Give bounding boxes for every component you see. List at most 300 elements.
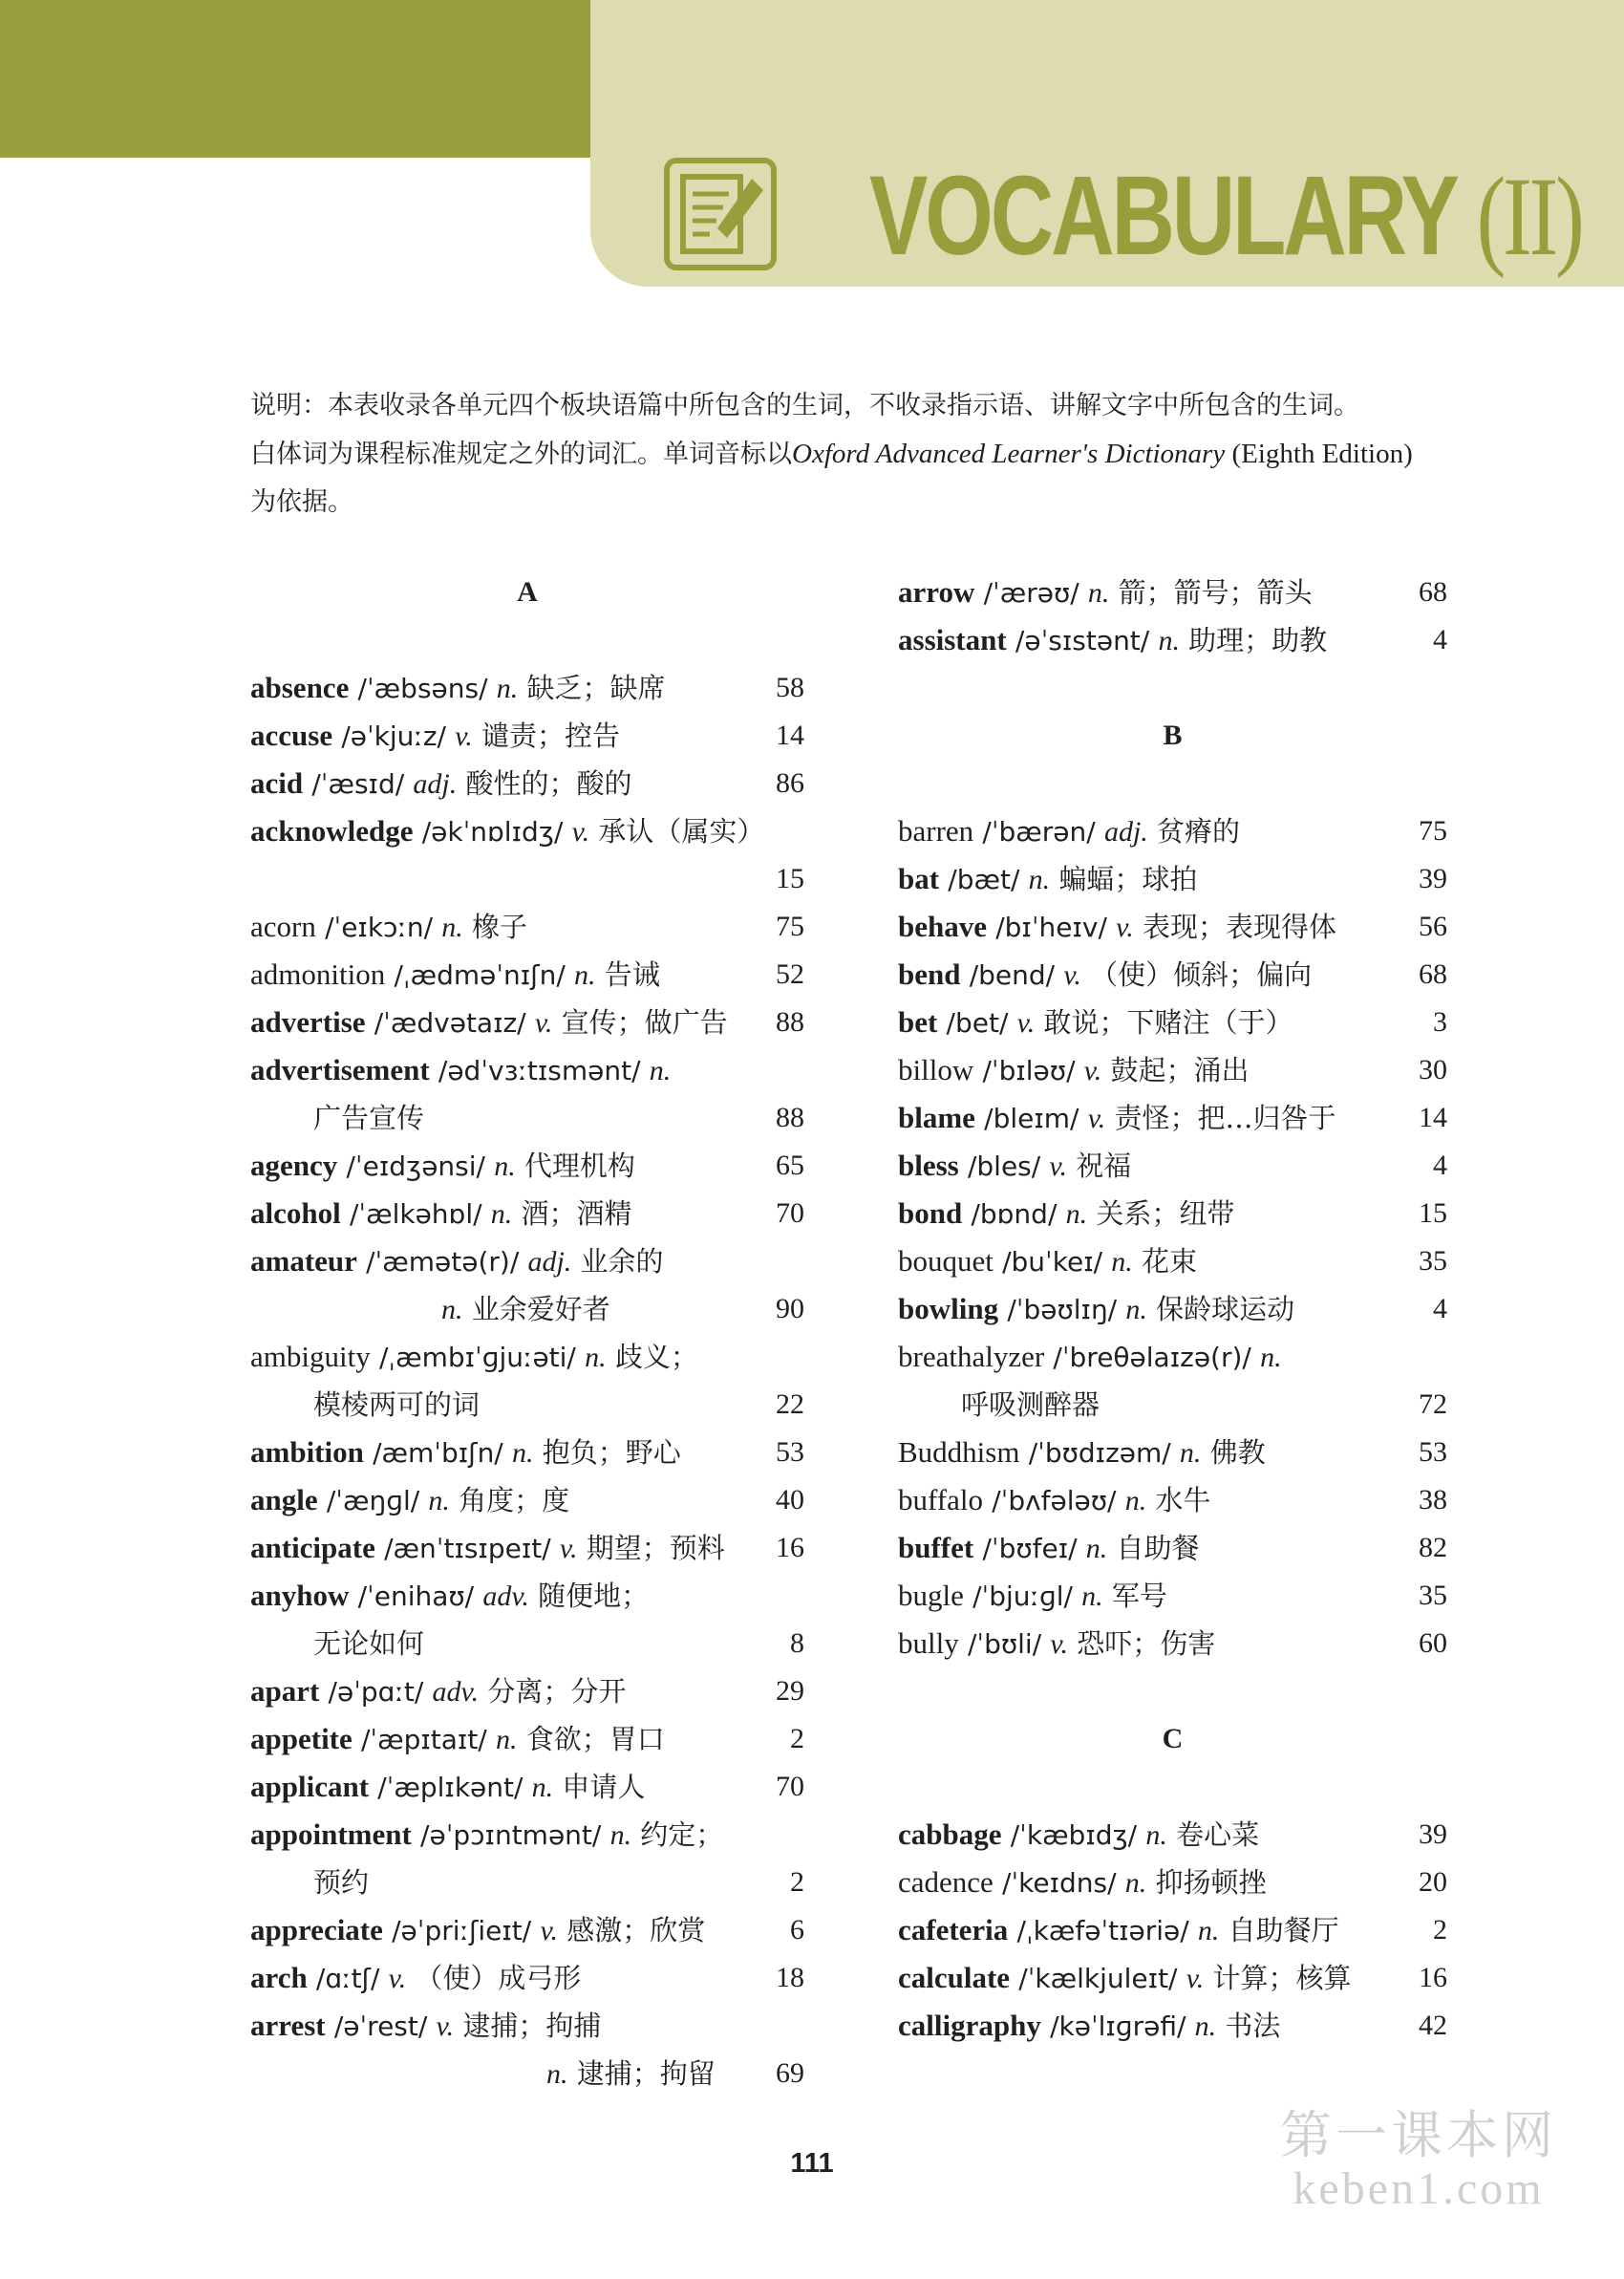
entry-meaning-2: 逮捕；拘留	[576, 2057, 716, 2090]
entry-word: acid	[250, 766, 304, 800]
entry-word: breathalyzer	[898, 1340, 1045, 1373]
entry-word: accuse	[250, 719, 333, 752]
entry-meaning-2: 预约	[313, 1866, 370, 1899]
entry-word: barren	[898, 814, 974, 848]
dictionary-edition: (Eighth Edition)	[1225, 439, 1413, 469]
entry-word: calculate	[898, 1961, 1011, 1994]
entry-barren	[898, 807, 1447, 855]
entry-ipa: /ˈæbsəns/	[357, 673, 488, 704]
entry-arrow	[898, 569, 1447, 616]
entry-meaning: 宣传；做广告	[561, 1006, 728, 1039]
entry-page: 20	[1419, 1866, 1447, 1898]
entry-pos: n.	[531, 1772, 554, 1803]
entry-meaning: 酒；酒精	[521, 1197, 632, 1230]
entry-breathalyzer	[898, 1333, 1447, 1381]
intro-line-2-prefix: 白体词为课程标准规定之外的词汇。单词音标以	[250, 440, 792, 469]
entry-meaning: 军号	[1111, 1580, 1167, 1612]
entry-ipa: /ˌkæfəˈtɪəriə/	[1016, 1915, 1189, 1946]
entry-meaning: 角度；度	[459, 1484, 570, 1516]
intro-note	[250, 382, 1473, 527]
intro-line-3: 为依据。	[250, 487, 353, 517]
entry-alcohol	[250, 1190, 804, 1237]
entry-pos: v.	[1049, 1150, 1068, 1182]
entry-angle	[250, 1476, 804, 1524]
entry-ipa: /ˈkæbɪdʒ/	[1010, 1819, 1138, 1851]
entry-pos: n.	[1111, 1246, 1133, 1278]
entry-page: 14	[776, 720, 804, 751]
entry-ipa: /əˈpɔɪntmənt/	[420, 1819, 602, 1851]
entry-ipa: /kəˈlɪɡrəfi/	[1050, 2010, 1186, 2042]
entry-word: apart	[250, 1674, 320, 1708]
entry-apart	[250, 1667, 804, 1715]
entry-page: 58	[776, 672, 804, 703]
entry-meaning: 自助餐	[1116, 1532, 1200, 1564]
entry-pos: v.	[540, 1915, 559, 1946]
entry-pos: n.	[609, 1819, 632, 1851]
entry-word: assistant	[898, 623, 1007, 656]
entry-meaning: 告诫	[604, 958, 660, 991]
entry-meaning: 书法	[1225, 2010, 1281, 2042]
entry-anticipate	[250, 1524, 804, 1572]
entry-page: 4	[1433, 1150, 1447, 1181]
entry-cadence	[898, 1859, 1447, 1906]
entry-advertise	[250, 999, 804, 1046]
entry-meaning: 谴责；控告	[481, 720, 621, 752]
entry-meaning: 自助餐厅	[1228, 1914, 1339, 1946]
entry-ambiguity	[250, 1333, 804, 1381]
entry-page: 68	[1419, 576, 1447, 608]
entry-bless	[898, 1142, 1447, 1190]
entry-ipa: /əˈsɪstənt/	[1015, 625, 1150, 656]
intro-line-1: 说明：本表收录各单元四个板块语篇中所包含的生词，不收录指示语、讲解文字中所包含的生词。	[250, 391, 1359, 420]
entry-ipa: /ˈbʊdɪzəm/	[1028, 1437, 1171, 1469]
entry-pos: n.	[649, 1055, 672, 1086]
entry-ipa: /ˈærəʊ/	[983, 577, 1079, 609]
entry-pos: v.	[571, 816, 590, 848]
page-number: 111	[790, 2148, 834, 2179]
entry-page: 4	[1433, 624, 1447, 656]
entry-pos: adj.	[1103, 816, 1148, 848]
entry-bowling	[898, 1285, 1447, 1333]
watermark-site-name: 第一课本网	[1280, 2105, 1557, 2165]
entry-acknowledge-cont	[250, 855, 804, 903]
entry-meaning: 保龄球运动	[1156, 1293, 1295, 1325]
entry-ipa: /bɪˈheɪv/	[995, 912, 1107, 943]
entry-ipa: /ˈbjuːɡl/	[972, 1580, 1073, 1612]
entry-meaning: 感激；欣赏	[566, 1914, 706, 1946]
entry-pos: n.	[1125, 1294, 1147, 1325]
entry-bully	[898, 1620, 1447, 1667]
entry-ipa: /əˈrest/	[333, 2010, 428, 2042]
entry-pos: n.	[511, 1437, 534, 1469]
entry-word: behave	[898, 910, 987, 943]
entry-ipa: /buˈkeɪ/	[1002, 1246, 1103, 1278]
entry-word: buffalo	[898, 1483, 983, 1516]
section-letter-c: C	[1162, 1723, 1184, 1754]
entry-meaning: 广告宣传	[313, 1102, 425, 1134]
entry-ipa: /ˈkeɪdns/	[1002, 1867, 1117, 1899]
entry-page: 8	[790, 1627, 804, 1659]
entry-meaning: 橡子	[471, 911, 527, 943]
entry-bugle	[898, 1572, 1447, 1620]
entry-word: acknowledge	[250, 814, 414, 848]
entry-meaning: 食欲；胃口	[525, 1723, 665, 1755]
entry-meaning: 佛教	[1209, 1436, 1266, 1469]
entry-word: cabbage	[898, 1817, 1002, 1851]
entry-page: 29	[776, 1675, 804, 1707]
title-roman-numeral: (II)	[1476, 154, 1582, 279]
entry-pos: v.	[1083, 1055, 1102, 1086]
entry-ipa: /ænˈtɪsɪpeɪt/	[384, 1533, 551, 1564]
entry-meaning: 贫瘠的	[1157, 815, 1241, 848]
entry-meaning: 箭；箭号；箭头	[1118, 576, 1313, 609]
entry-pos: n.	[1085, 1533, 1108, 1564]
entry-ipa: /ˈæŋɡl/	[326, 1485, 420, 1516]
entry-ipa: /ˈbəʊlɪŋ/	[1007, 1294, 1118, 1325]
entry-meaning: 卷心菜	[1176, 1818, 1260, 1851]
entry-pos-2: n.	[441, 1294, 463, 1325]
entry-meaning: 申请人	[562, 1771, 646, 1803]
entry-page: 14	[1419, 1102, 1447, 1133]
entry-meaning: 蝙蝠；球拍	[1058, 863, 1198, 895]
entry-word: blame	[898, 1101, 975, 1134]
entry-page: 42	[1419, 2010, 1447, 2041]
entry-word: bouquet	[898, 1244, 994, 1278]
entry-word: amateur	[250, 1244, 357, 1278]
entry-word: anyhow	[250, 1579, 350, 1612]
entry-pos: n.	[1081, 1580, 1103, 1612]
entry-page: 75	[1419, 815, 1447, 847]
entry-word: arrest	[250, 2009, 326, 2042]
entry-arch	[250, 1954, 804, 2002]
entry-admonition	[250, 951, 804, 999]
entry-page: 3	[1433, 1006, 1447, 1038]
entry-arrest-cont	[250, 2050, 804, 2097]
entry-page: 39	[1419, 1818, 1447, 1850]
entry-meaning-2: 无论如何	[313, 1627, 425, 1660]
entry-word: alcohol	[250, 1196, 341, 1230]
entry-word: bully	[898, 1626, 959, 1660]
entry-meaning-2: 业余爱好者	[471, 1293, 610, 1325]
entry-page: 69	[776, 2057, 804, 2089]
entry-assistant	[898, 616, 1447, 664]
entry-ipa: /ˈædvətaɪz/	[374, 1007, 526, 1039]
entry-meaning: 逮捕；拘捕	[462, 2010, 602, 2042]
watermark-url: keben1.com	[1293, 2163, 1545, 2214]
header-band-left	[0, 0, 590, 158]
entry-page: 82	[1419, 1532, 1447, 1563]
entry-word: absence	[250, 671, 350, 704]
entry-meaning: 抑扬顿挫	[1155, 1866, 1267, 1899]
entry-pos: n.	[494, 1150, 516, 1182]
entry-pos: n.	[495, 1724, 518, 1755]
entry-page: 15	[1419, 1197, 1447, 1229]
entry-appointment	[250, 1811, 804, 1859]
entry-page: 56	[1419, 911, 1447, 942]
entry-anyhow	[250, 1572, 804, 1620]
entry-word: appetite	[250, 1722, 353, 1755]
entry-advertisement-cont	[250, 1094, 804, 1142]
entry-word: cadence	[898, 1865, 994, 1899]
entry-pos: adv.	[432, 1676, 480, 1708]
entry-acknowledge	[250, 807, 804, 855]
entry-ipa: /ˈkælkjuleɪt/	[1018, 1963, 1178, 1994]
entry-word: bond	[898, 1196, 963, 1230]
entry-word: ambition	[250, 1435, 364, 1469]
entry-pos: adj.	[527, 1246, 572, 1278]
entry-page: 35	[1419, 1580, 1447, 1611]
entry-pos: n.	[574, 959, 596, 991]
entry-meaning: 代理机构	[524, 1150, 635, 1182]
entry-ipa: /bɒnd/	[971, 1198, 1058, 1230]
entry-ipa: /əkˈnɒlɪdʒ/	[421, 816, 564, 848]
entry-meaning: 酸性的；酸的	[465, 767, 632, 800]
entry-ipa: /ˈælkəhɒl/	[349, 1198, 482, 1230]
entry-meaning: 责怪；把…归咎于	[1114, 1102, 1336, 1134]
entry-ipa: /ˈeɪdʒənsi/	[346, 1150, 485, 1182]
entry-pos: v.	[436, 2010, 455, 2042]
entry-word: bet	[898, 1005, 938, 1039]
entry-pos: n.	[585, 1342, 607, 1373]
entry-meaning: 抱负；野心	[542, 1436, 681, 1469]
entry-word: anticipate	[250, 1531, 375, 1564]
entry-appetite	[250, 1715, 804, 1763]
entry-meaning: 助理；助教	[1188, 624, 1328, 656]
entry-cafeteria	[898, 1906, 1447, 1954]
entry-meaning: 水牛	[1155, 1484, 1211, 1516]
entry-ipa: /ˈæsɪd/	[311, 768, 405, 800]
watermark	[1275, 2107, 1562, 2214]
entry-accuse	[250, 712, 804, 760]
entry-word: appreciate	[250, 1913, 383, 1946]
entry-meaning: 呼吸测醉器	[961, 1388, 1100, 1421]
entry-anyhow-cont	[250, 1620, 804, 1667]
entry-page: 88	[776, 1102, 804, 1133]
entry-ipa: /əˈpɑːt/	[328, 1676, 424, 1708]
entry-word: bless	[898, 1149, 959, 1182]
entry-word: arch	[250, 1961, 308, 1994]
entry-meaning: 表现；表现得体	[1142, 911, 1336, 943]
entry-pos: n.	[1197, 1915, 1220, 1946]
entry-page: 22	[776, 1388, 804, 1420]
section-letter-b: B	[1163, 720, 1183, 751]
entry-ipa: /ˌæmbɪˈɡjuːəti/	[378, 1342, 576, 1373]
entry-ipa: /æmˈbɪʃn/	[373, 1437, 503, 1469]
entry-pos: n.	[1158, 625, 1180, 656]
entry-meaning: 随便地；	[538, 1580, 650, 1612]
entry-page: 86	[776, 767, 804, 799]
entry-ipa: /bet/	[946, 1007, 1009, 1039]
entry-page: 53	[776, 1436, 804, 1468]
entry-amateur	[250, 1237, 804, 1285]
entry-ipa: /ədˈvɜːtɪsmənt/	[438, 1055, 641, 1086]
entry-pos: n.	[1260, 1342, 1282, 1373]
entry-ipa: /bend/	[969, 959, 1056, 991]
entry-ipa: /ˈæplɪkənt/	[377, 1772, 524, 1803]
entry-appreciate	[250, 1906, 804, 1954]
entry-word: Buddhism	[898, 1435, 1020, 1469]
section-letter-a: A	[517, 576, 538, 608]
entry-pos: v.	[1050, 1628, 1068, 1660]
entry-amateur-cont	[250, 1285, 804, 1333]
entry-word: admonition	[250, 957, 386, 991]
entry-ipa: /ˈæmətə(r)/	[366, 1246, 520, 1278]
entry-pos-2: n.	[546, 2058, 568, 2090]
entry-pos: adj.	[413, 768, 458, 800]
entry-word: agency	[250, 1149, 338, 1182]
entry-word: bowling	[898, 1292, 999, 1325]
entry-pos: v.	[1116, 912, 1134, 943]
entry-blame	[898, 1094, 1447, 1142]
entry-word: ambiguity	[250, 1340, 371, 1373]
entry-bouquet	[898, 1237, 1447, 1285]
entry-pos: n.	[1065, 1198, 1088, 1230]
entry-meaning: 承认（属实）	[598, 815, 765, 848]
intro-line-2	[250, 430, 1473, 479]
entry-pos: v.	[1016, 1007, 1036, 1039]
entry-ambition	[250, 1429, 804, 1476]
entry-meaning: 约定；	[640, 1818, 724, 1851]
entry-meaning: （使）成弓形	[415, 1962, 582, 1994]
entry-ipa: /ˌædməˈnɪʃn/	[394, 959, 566, 991]
entry-page: 53	[1419, 1436, 1447, 1468]
entry-ipa: /ˈenihaʊ/	[357, 1580, 475, 1612]
entry-word: billow	[898, 1053, 974, 1086]
entry-page: 2	[790, 1866, 804, 1898]
entry-acid	[250, 760, 804, 807]
entry-page: 16	[776, 1532, 804, 1563]
entry-billow	[898, 1046, 1447, 1094]
entry-page: 16	[1419, 1962, 1447, 1993]
entry-page: 6	[790, 1914, 804, 1946]
entry-word: buffet	[898, 1531, 974, 1564]
title-main: VOCABULARY	[869, 153, 1456, 279]
entry-meaning: 期望；预料	[586, 1532, 725, 1564]
entry-ipa: /ˈbreθəlaɪzə(r)/	[1053, 1342, 1251, 1373]
dictionary-title: Oxford Advanced Learner's Dictionary	[792, 439, 1226, 469]
entry-ipa: /ɑːtʃ/	[315, 1963, 380, 1994]
entry-page: 60	[1419, 1627, 1447, 1659]
entry-pos: n.	[1145, 1819, 1167, 1851]
entry-page: 39	[1419, 863, 1447, 894]
entry-word: advertise	[250, 1005, 366, 1039]
vocab-column-right	[898, 569, 1447, 2050]
entry-meaning: 计算；核算	[1212, 1962, 1352, 1994]
entry-word: bat	[898, 862, 940, 895]
entry-page: 75	[776, 911, 804, 942]
entry-ambiguity-cont	[250, 1381, 804, 1429]
entry-pos: n.	[496, 673, 519, 704]
entry-ipa: /bles/	[967, 1150, 1041, 1182]
entry-page: 2	[790, 1723, 804, 1754]
entry-ipa: /ˈæpɪtaɪt/	[360, 1724, 487, 1755]
entry-cabbage	[898, 1811, 1447, 1859]
entry-word: cafeteria	[898, 1913, 1009, 1946]
entry-page: 40	[776, 1484, 804, 1516]
entry-buffet	[898, 1524, 1447, 1572]
entry-ipa: /ˈbʊfeɪ/	[982, 1533, 1078, 1564]
entry-absence	[250, 664, 804, 712]
entry-pos: v.	[1063, 959, 1081, 991]
entry-word: calligraphy	[898, 2009, 1041, 2042]
entry-buffalo	[898, 1476, 1447, 1524]
entry-word: bugle	[898, 1579, 964, 1612]
entry-meaning: 分离；分开	[487, 1675, 627, 1708]
entry-bond	[898, 1190, 1447, 1237]
entry-meaning: 歧义；	[614, 1341, 698, 1373]
entry-page: 65	[776, 1150, 804, 1181]
entry-pos: n.	[1087, 577, 1110, 609]
entry-word: arrow	[898, 575, 975, 609]
vocab-column-left	[250, 569, 804, 2097]
entry-acorn	[250, 903, 804, 951]
entry-page: 2	[1433, 1914, 1447, 1946]
entry-buddhism	[898, 1429, 1447, 1476]
entry-page: 30	[1419, 1054, 1447, 1086]
entry-agency	[250, 1142, 804, 1190]
entry-ipa: /ˈeɪkɔːn/	[325, 912, 434, 943]
entry-ipa: /bæt/	[948, 864, 1020, 895]
entry-pos: n.	[1124, 1867, 1147, 1899]
entry-word: acorn	[250, 910, 316, 943]
entry-calligraphy	[898, 2002, 1447, 2050]
entry-pos: v.	[455, 720, 473, 752]
entry-word: advertisement	[250, 1053, 430, 1086]
entry-pos: v.	[1087, 1103, 1106, 1134]
entry-meaning-2: 模棱两可的词	[313, 1388, 481, 1421]
entry-meaning: 恐吓；伤害	[1077, 1627, 1216, 1660]
entry-ipa: /əˈpriːʃieɪt/	[392, 1915, 532, 1946]
entry-meaning: 鼓起；涌出	[1110, 1054, 1250, 1086]
entry-pos: n.	[1194, 2010, 1217, 2042]
entry-appointment-cont	[250, 1859, 804, 1906]
entry-behave	[898, 903, 1447, 951]
entry-pos: n.	[1124, 1485, 1147, 1516]
entry-ipa: /əˈkjuːz/	[341, 720, 446, 752]
entry-meaning: 缺乏；缺席	[526, 672, 666, 704]
entry-calculate	[898, 1954, 1447, 2002]
entry-page: 35	[1419, 1245, 1447, 1277]
page-title	[869, 151, 1582, 285]
entry-page: 70	[776, 1197, 804, 1229]
entry-breathalyzer-cont	[898, 1381, 1447, 1429]
entry-word: bend	[898, 957, 961, 991]
entry-page: 70	[776, 1771, 804, 1802]
entry-pos: v.	[534, 1007, 553, 1039]
entry-arrest	[250, 2002, 804, 2050]
entry-ipa: /bleɪm/	[984, 1103, 1079, 1134]
entry-word: applicant	[250, 1770, 370, 1803]
entry-page: 4	[1433, 1293, 1447, 1324]
entry-word: angle	[250, 1483, 318, 1516]
entry-pos: n.	[490, 1198, 513, 1230]
entry-page: 72	[1419, 1388, 1447, 1420]
entry-meaning: 敢说；下赌注（于）	[1043, 1006, 1293, 1039]
entry-bat	[898, 855, 1447, 903]
entry-page: 68	[1419, 958, 1447, 990]
entry-ipa: /ˈbʊli/	[967, 1628, 1042, 1660]
entry-pos: n.	[1028, 864, 1051, 895]
entry-pos: adv.	[482, 1580, 529, 1612]
entry-meaning: 业余的	[580, 1245, 664, 1278]
entry-pos: n.	[1179, 1437, 1202, 1469]
entry-page: 38	[1419, 1484, 1447, 1516]
entry-meaning: 关系；纽带	[1096, 1197, 1235, 1230]
entry-meaning: 祝福	[1076, 1150, 1132, 1182]
entry-meaning: 花束	[1141, 1245, 1197, 1278]
entry-page: 88	[776, 1006, 804, 1038]
entry-pos: n.	[428, 1485, 450, 1516]
